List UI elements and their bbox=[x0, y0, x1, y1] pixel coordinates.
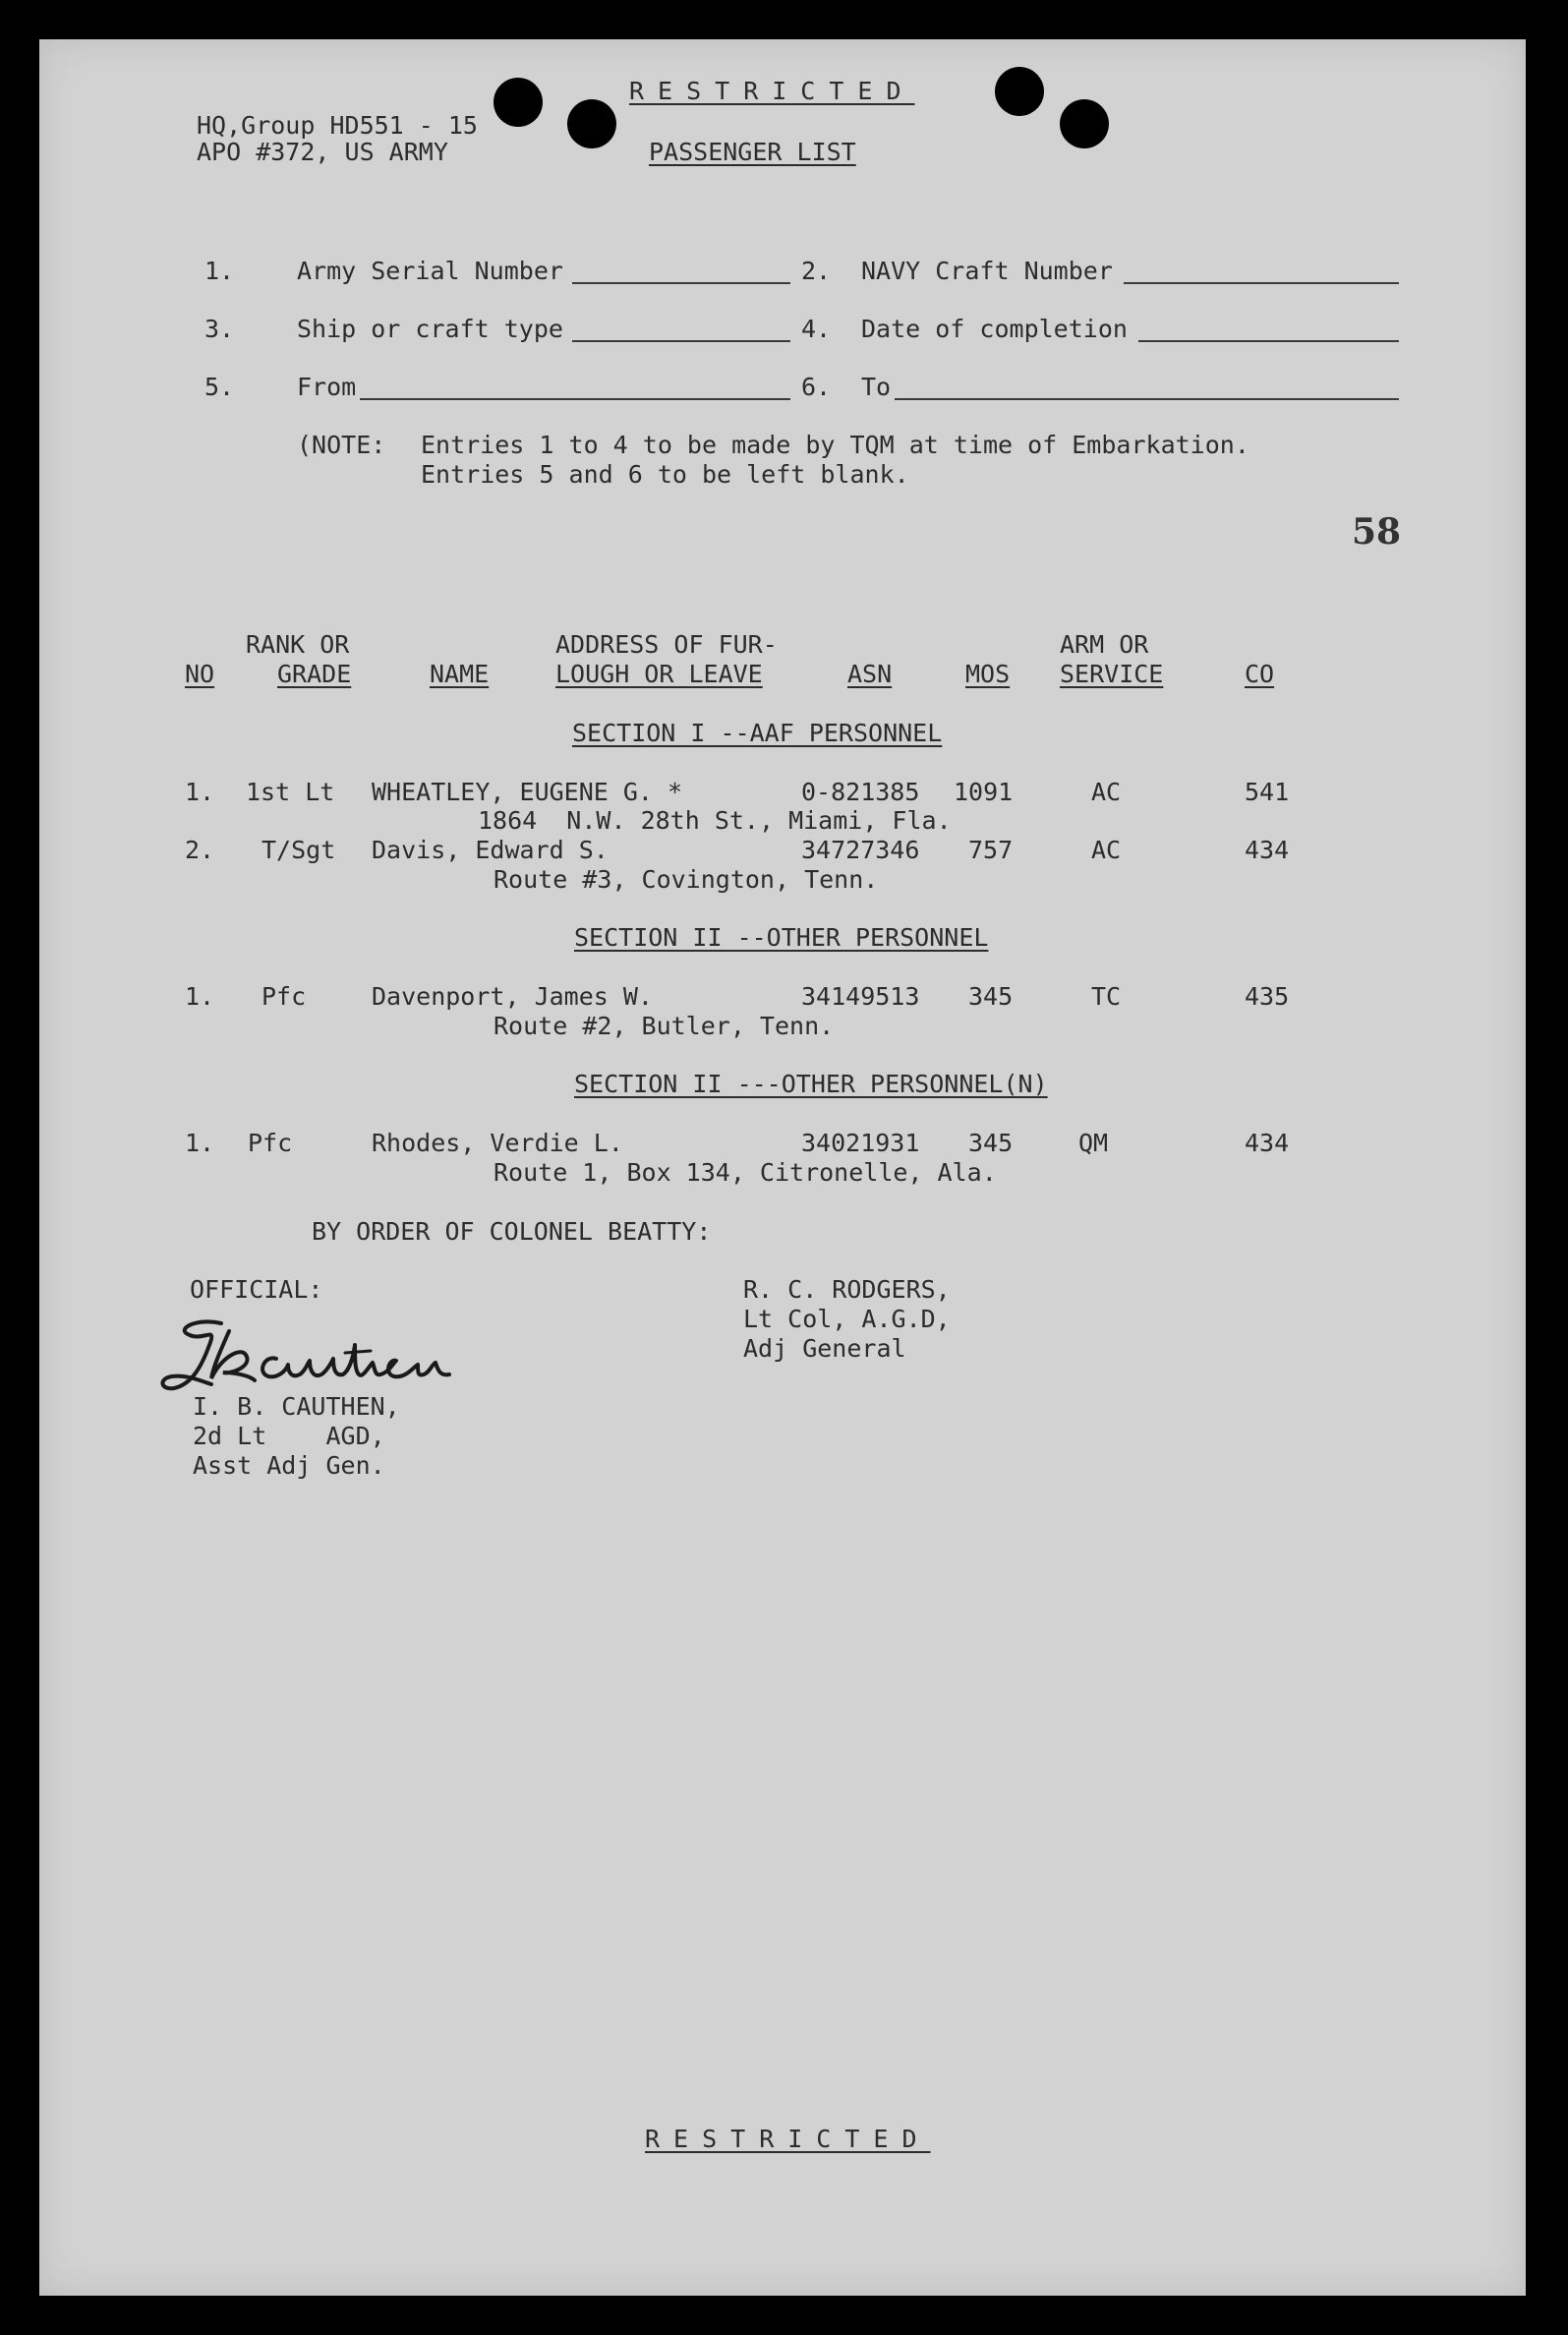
entry-name: WHEATLEY, EUGENE G. * bbox=[372, 778, 683, 806]
entry-arm: AC bbox=[1091, 778, 1122, 806]
field-label: Army Serial Number bbox=[297, 257, 563, 285]
commander-name: R. C. RODGERS, bbox=[743, 1275, 951, 1304]
entry-co: 435 bbox=[1245, 982, 1290, 1011]
entry-no: 1. bbox=[185, 1129, 215, 1157]
commander-rank: Lt Col, A.G.D, bbox=[743, 1305, 951, 1333]
field-label: Date of completion bbox=[861, 315, 1128, 343]
punch-hole bbox=[995, 67, 1044, 116]
field-blank bbox=[360, 398, 790, 400]
order-line: BY ORDER OF COLONEL BEATTY: bbox=[312, 1217, 712, 1246]
classification-top: RESTRICTED bbox=[629, 77, 915, 105]
field-blank bbox=[572, 282, 790, 284]
field-blank bbox=[1124, 282, 1399, 284]
entry-address: 1864 N.W. 28th St., Miami, Fla. bbox=[478, 806, 952, 835]
entry-address: Route #2, Butler, Tenn. bbox=[494, 1012, 835, 1040]
apo-line: APO #372, US ARMY bbox=[197, 138, 448, 166]
punch-hole bbox=[494, 78, 543, 127]
official-label: OFFICIAL: bbox=[190, 1275, 323, 1304]
entry-asn: 34149513 bbox=[801, 982, 920, 1011]
field-label: NAVY Craft Number bbox=[861, 257, 1113, 285]
section-title: SECTION I --AAF PERSONNEL bbox=[572, 719, 943, 747]
field-blank bbox=[572, 340, 790, 342]
col-co: CO bbox=[1245, 660, 1275, 688]
entry-co: 541 bbox=[1245, 778, 1290, 806]
entry-mos: 345 bbox=[968, 982, 1014, 1011]
entry-no: 1. bbox=[185, 778, 215, 806]
col-arm-top: ARM OR bbox=[1060, 630, 1149, 659]
entry-name: Davenport, James W. bbox=[372, 982, 653, 1011]
field-number: 1. bbox=[204, 257, 235, 285]
commander-title: Adj General bbox=[743, 1334, 906, 1363]
classification-bottom: RESTRICTED bbox=[645, 2125, 931, 2153]
entry-no: 1. bbox=[185, 982, 215, 1011]
entry-rank: Pfc bbox=[261, 982, 307, 1011]
col-asn: ASN bbox=[847, 660, 893, 688]
punch-hole bbox=[1060, 99, 1109, 148]
document-title: PASSENGER LIST bbox=[649, 138, 856, 166]
entry-asn: 34727346 bbox=[801, 836, 920, 864]
field-blank bbox=[895, 398, 1399, 400]
official-name: I. B. CAUTHEN, bbox=[193, 1392, 400, 1421]
note-line-1: Entries 1 to 4 to be made by TQM at time of Embarkation. bbox=[421, 431, 1249, 459]
entry-rank: Pfc bbox=[248, 1129, 293, 1157]
field-number: 3. bbox=[204, 315, 235, 343]
col-rank-bottom: GRADE bbox=[277, 660, 352, 688]
entry-mos: 1091 bbox=[954, 778, 1014, 806]
entry-arm: AC bbox=[1091, 836, 1122, 864]
col-rank-top: RANK OR bbox=[246, 630, 350, 659]
section-title: SECTION II --OTHER PERSONNEL bbox=[574, 923, 989, 952]
col-mos: MOS bbox=[965, 660, 1011, 688]
entry-co: 434 bbox=[1245, 836, 1290, 864]
entry-asn: 0-821385 bbox=[801, 778, 920, 806]
entry-mos: 345 bbox=[968, 1129, 1014, 1157]
official-rank: 2d Lt AGD, bbox=[193, 1422, 385, 1450]
entry-name: Rhodes, Verdie L. bbox=[372, 1129, 623, 1157]
field-blank bbox=[1138, 340, 1399, 342]
field-label: To bbox=[861, 373, 892, 401]
field-label: From bbox=[297, 373, 357, 401]
entry-address: Route 1, Box 134, Citronelle, Ala. bbox=[494, 1158, 997, 1187]
entry-name: Davis, Edward S. bbox=[372, 836, 609, 864]
field-number: 4. bbox=[801, 315, 832, 343]
field-number: 5. bbox=[204, 373, 235, 401]
entry-arm: TC bbox=[1091, 982, 1122, 1011]
entry-rank: T/Sgt bbox=[261, 836, 336, 864]
unit-line: HQ,Group HD551 - 15 bbox=[197, 111, 478, 140]
entry-rank: 1st Lt bbox=[246, 778, 335, 806]
entry-no: 2. bbox=[185, 836, 215, 864]
field-label: Ship or craft type bbox=[297, 315, 563, 343]
section-title: SECTION II ---OTHER PERSONNEL(N) bbox=[574, 1070, 1048, 1098]
note-line-2: Entries 5 and 6 to be left blank. bbox=[421, 460, 909, 489]
entry-address: Route #3, Covington, Tenn. bbox=[494, 865, 879, 894]
col-name: NAME bbox=[430, 660, 490, 688]
punch-hole bbox=[567, 99, 616, 148]
field-number: 2. bbox=[801, 257, 832, 285]
entry-arm: QM bbox=[1078, 1129, 1109, 1157]
official-title: Asst Adj Gen. bbox=[193, 1451, 385, 1480]
page-number: 58 bbox=[1352, 511, 1402, 553]
col-arm-bottom: SERVICE bbox=[1060, 660, 1164, 688]
col-address-top: ADDRESS OF FUR- bbox=[555, 630, 778, 659]
col-no: NO bbox=[185, 660, 215, 688]
entry-asn: 34021931 bbox=[801, 1129, 920, 1157]
handwritten-signature bbox=[152, 1315, 457, 1404]
entry-co: 434 bbox=[1245, 1129, 1290, 1157]
entry-mos: 757 bbox=[968, 836, 1014, 864]
note-prefix: (NOTE: bbox=[297, 431, 386, 459]
col-address-bottom: LOUGH OR LEAVE bbox=[555, 660, 763, 688]
field-number: 6. bbox=[801, 373, 832, 401]
